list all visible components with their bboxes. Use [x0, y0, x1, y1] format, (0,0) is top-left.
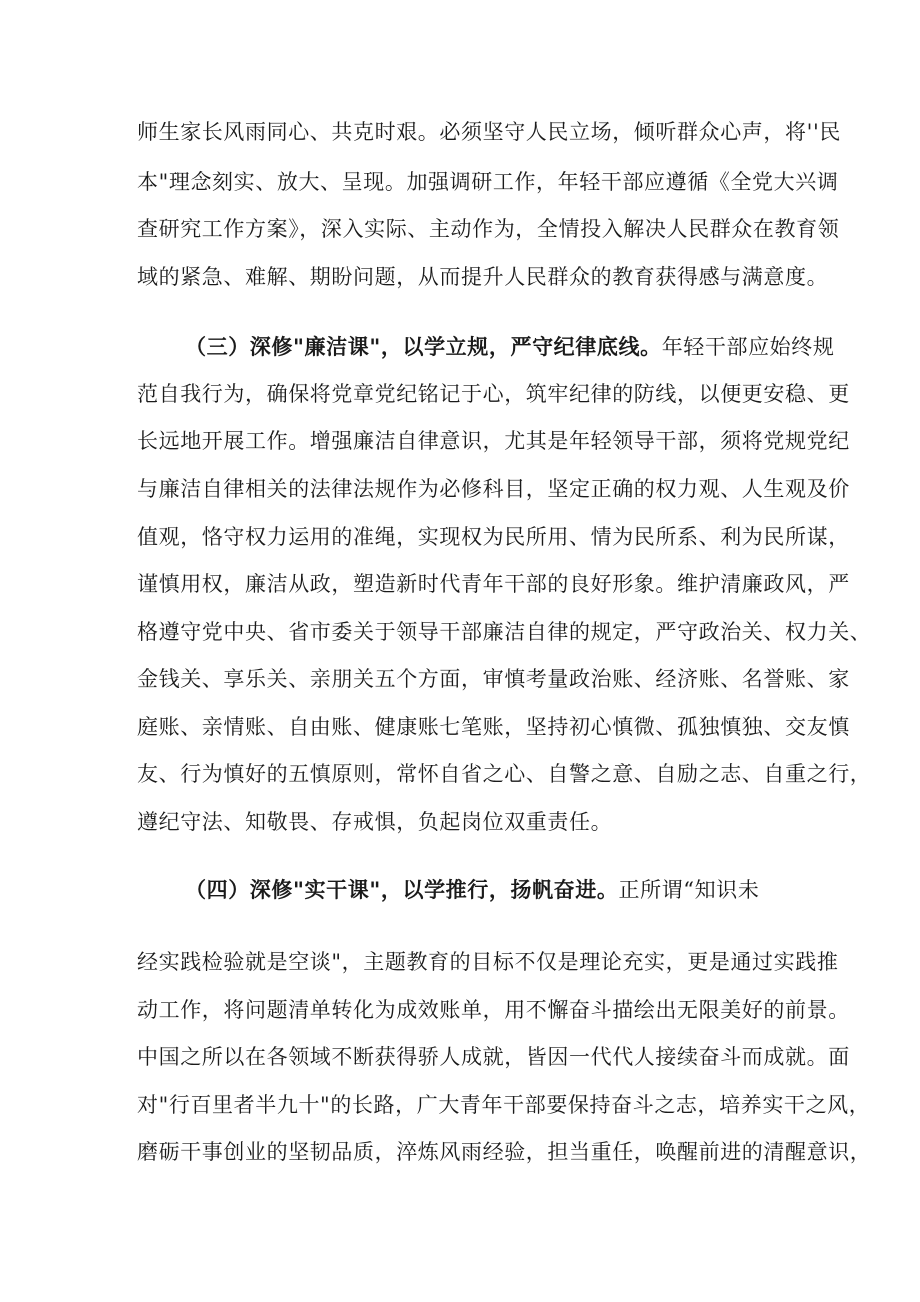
- paragraph-line: 中国之所以在各领域不断获得骄人成就，皆因一代代人接续奋斗而成就。面: [137, 1045, 850, 1069]
- paragraph-line: 与廉洁自律相关的法律法规作为必修科目，坚定正确的权力观、人生观及价: [137, 477, 850, 501]
- paragraph-line: 域的紧急、难解、期盼问题，从而提升人民群众的教育获得感与满意度。: [137, 265, 829, 289]
- section-4-first-line: [185, 873, 759, 907]
- paragraph-line: 本"理念刻实、放大、呈现。加强调研工作，年轻干部应遵循《全党大兴调: [137, 170, 839, 194]
- section-3-lead-text: 年轻干部应始终规: [661, 335, 835, 359]
- paragraph-line: 值观，恪守权力运用的准绳，实现权为民所用、情为民所系、利为民所谋，: [137, 525, 850, 549]
- section-3-heading: （三）深修"廉洁课"，以学立规，严守纪律底线。: [185, 334, 662, 359]
- paragraph-line: 格遵守党中央、省市委关于领导干部廉洁自律的规定，严守政治关、权力关、: [137, 620, 872, 644]
- paragraph-line: 对"行百里者半九十"的长路，广大青年干部要保持奋斗之志，培养实干之风，: [137, 1093, 871, 1117]
- paragraph-line: 遵纪守法、知敬畏、存戒惧，负起岗位双重责任。: [137, 810, 613, 834]
- section-4-heading: （四）深修"实干课"，以学推行，扬帆奋进。: [185, 877, 619, 902]
- paragraph-line: 师生家长风雨同心、共克时艰。必须坚守人民立场，倾听群众心声，将''民: [137, 120, 841, 144]
- paragraph-line: 长远地开展工作。增强廉洁自律意识，尤其是年轻领导干部，须将党规党纪: [137, 429, 850, 453]
- paragraph-line: 磨砺干事创业的坚韧品质，淬炼风雨经验，担当重任，唤醒前进的清醒意识，: [137, 1140, 872, 1164]
- paragraph-line: 友、行为慎好的五慎原则，常怀自省之心、自警之意、自励之志、自重之行，: [137, 762, 872, 786]
- paragraph-line: 谨慎用权，廉洁从政，塑造新时代青年干部的良好形象。维护清廉政风，严: [137, 572, 850, 596]
- paragraph-line: 动工作，将问题清单转化为成效账单，用不懈奋斗描绘出无限美好的前景。: [137, 998, 850, 1022]
- paragraph-line: 查研究工作方案》，深入实际、主动作为，全情投入解决人民群众在教育领: [137, 217, 840, 241]
- paragraph-line: 庭账、亲情账、自由账、健康账七笔账，坚持初心慎微、孤独慎独、交友慎: [137, 715, 850, 739]
- section-4-lead-text: 正所谓“知识未: [618, 878, 760, 902]
- paragraph-line: 经实践检验就是空谈"，主题教育的目标不仅是理论充实，更是通过实践推: [137, 950, 839, 974]
- paragraph-line: 金钱关、享乐关、亲朋关五个方面，审慎考量政治账、经济账、名誉账、家: [137, 667, 850, 691]
- paragraph-line: 范自我行为，确保将党章党纪铭记于心，筑牢纪律的防线，以便更安稳、更: [137, 382, 850, 406]
- section-3-first-line: [185, 330, 835, 364]
